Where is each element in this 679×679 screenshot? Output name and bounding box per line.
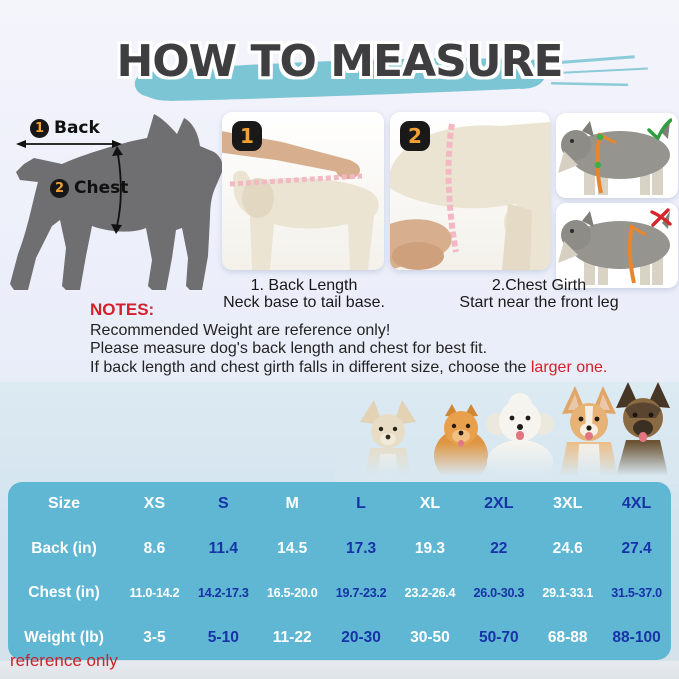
correct-position-photo xyxy=(556,113,678,198)
table-cell: 17.3 xyxy=(345,539,377,557)
notes-block xyxy=(90,301,670,377)
chest-measure-photo xyxy=(390,112,550,270)
notes-line-3: If back length and chest girth falls in different size, choose the larger one. xyxy=(90,358,608,376)
back-label-text: Back xyxy=(54,118,100,138)
page-title: HOW TO MEASURE xyxy=(116,36,563,87)
table-cell: 14.5 xyxy=(277,539,308,557)
mist-overlay xyxy=(335,442,679,484)
table-cell: 11.4 xyxy=(208,539,238,557)
table-cell: 30-50 xyxy=(410,628,450,646)
table-cell: 16.5-20.0 xyxy=(266,586,318,601)
dog-measurement-diagram xyxy=(4,108,229,293)
table-cell: 3-5 xyxy=(143,628,166,646)
back-row xyxy=(8,527,671,572)
table-cell: 68-88 xyxy=(547,628,588,646)
chest-row xyxy=(8,571,671,616)
back-number-badge: 1 xyxy=(30,119,49,138)
chest-label-text: Chest xyxy=(74,178,129,198)
chest-number-badge: 2 xyxy=(50,179,69,198)
chest-caption-title: 2.Chest Girth xyxy=(491,277,587,294)
header-cell: XS xyxy=(143,495,166,513)
back-measure-photo xyxy=(222,112,384,270)
table-cell: 19.7-23.2 xyxy=(335,586,387,601)
table-cell: 31.5-37.0 xyxy=(611,586,662,601)
table-cell: 29.1-33.1 xyxy=(542,586,593,601)
table-cell: 50-70 xyxy=(478,628,519,646)
table-cell: 24.6 xyxy=(552,539,583,557)
back-label xyxy=(30,118,100,138)
header-cell: M xyxy=(285,495,299,513)
chest-label xyxy=(50,178,128,198)
check-icon xyxy=(646,118,672,140)
table-cell: 27.4 xyxy=(621,539,652,557)
size-chart-header-row xyxy=(8,482,671,527)
title-banner xyxy=(0,36,679,106)
size-chart-section xyxy=(0,382,679,679)
notes-heading: NOTES: xyxy=(90,300,155,319)
table-cell: 88-100 xyxy=(612,628,661,646)
step1-badge: 1 xyxy=(232,121,262,151)
table-cell: 5-10 xyxy=(207,628,239,646)
x-icon xyxy=(650,208,672,228)
table-cell: 19.3 xyxy=(414,539,446,557)
row-label: Chest (in) xyxy=(28,584,100,602)
header-cell: 2XL xyxy=(484,495,514,513)
back-caption-title: 1. Back Length xyxy=(250,277,358,294)
larger-one-highlight: larger one. xyxy=(530,358,608,376)
table-cell: 14.2-17.3 xyxy=(198,586,249,601)
wrong-position-photo xyxy=(556,203,678,288)
table-cell: 22 xyxy=(490,539,508,557)
back-caption-sub: Neck base to tail base. xyxy=(223,294,385,311)
reference-only-note: reference only xyxy=(10,651,118,670)
size-chart-table xyxy=(8,482,671,660)
table-cell: 20-30 xyxy=(341,628,381,646)
table-cell: 26.0-30.3 xyxy=(473,586,525,601)
chest-caption-sub: Start near the front leg xyxy=(459,294,619,311)
row-label: Weight (lb) xyxy=(24,628,104,646)
table-cell: 23.2-26.4 xyxy=(404,586,456,601)
header-cell: Size xyxy=(47,495,80,513)
notes-line-1: Recommended Weight are reference only! xyxy=(90,321,391,339)
table-cell: 11-22 xyxy=(272,628,312,646)
row-label: Back (in) xyxy=(31,539,97,557)
table-cell: 11.0-14.2 xyxy=(129,586,180,601)
header-cell: XL xyxy=(419,495,441,513)
step2-badge: 2 xyxy=(400,121,430,151)
header-cell: 3XL xyxy=(553,495,583,513)
table-cell: 8.6 xyxy=(143,539,166,557)
back-length-arrow xyxy=(16,140,122,148)
header-cell: L xyxy=(356,495,366,513)
header-cell: S xyxy=(217,495,229,513)
notes-line-2: Please measure dog's back length and chest for best fit. xyxy=(90,340,488,357)
header-cell: 4XL xyxy=(621,495,652,513)
